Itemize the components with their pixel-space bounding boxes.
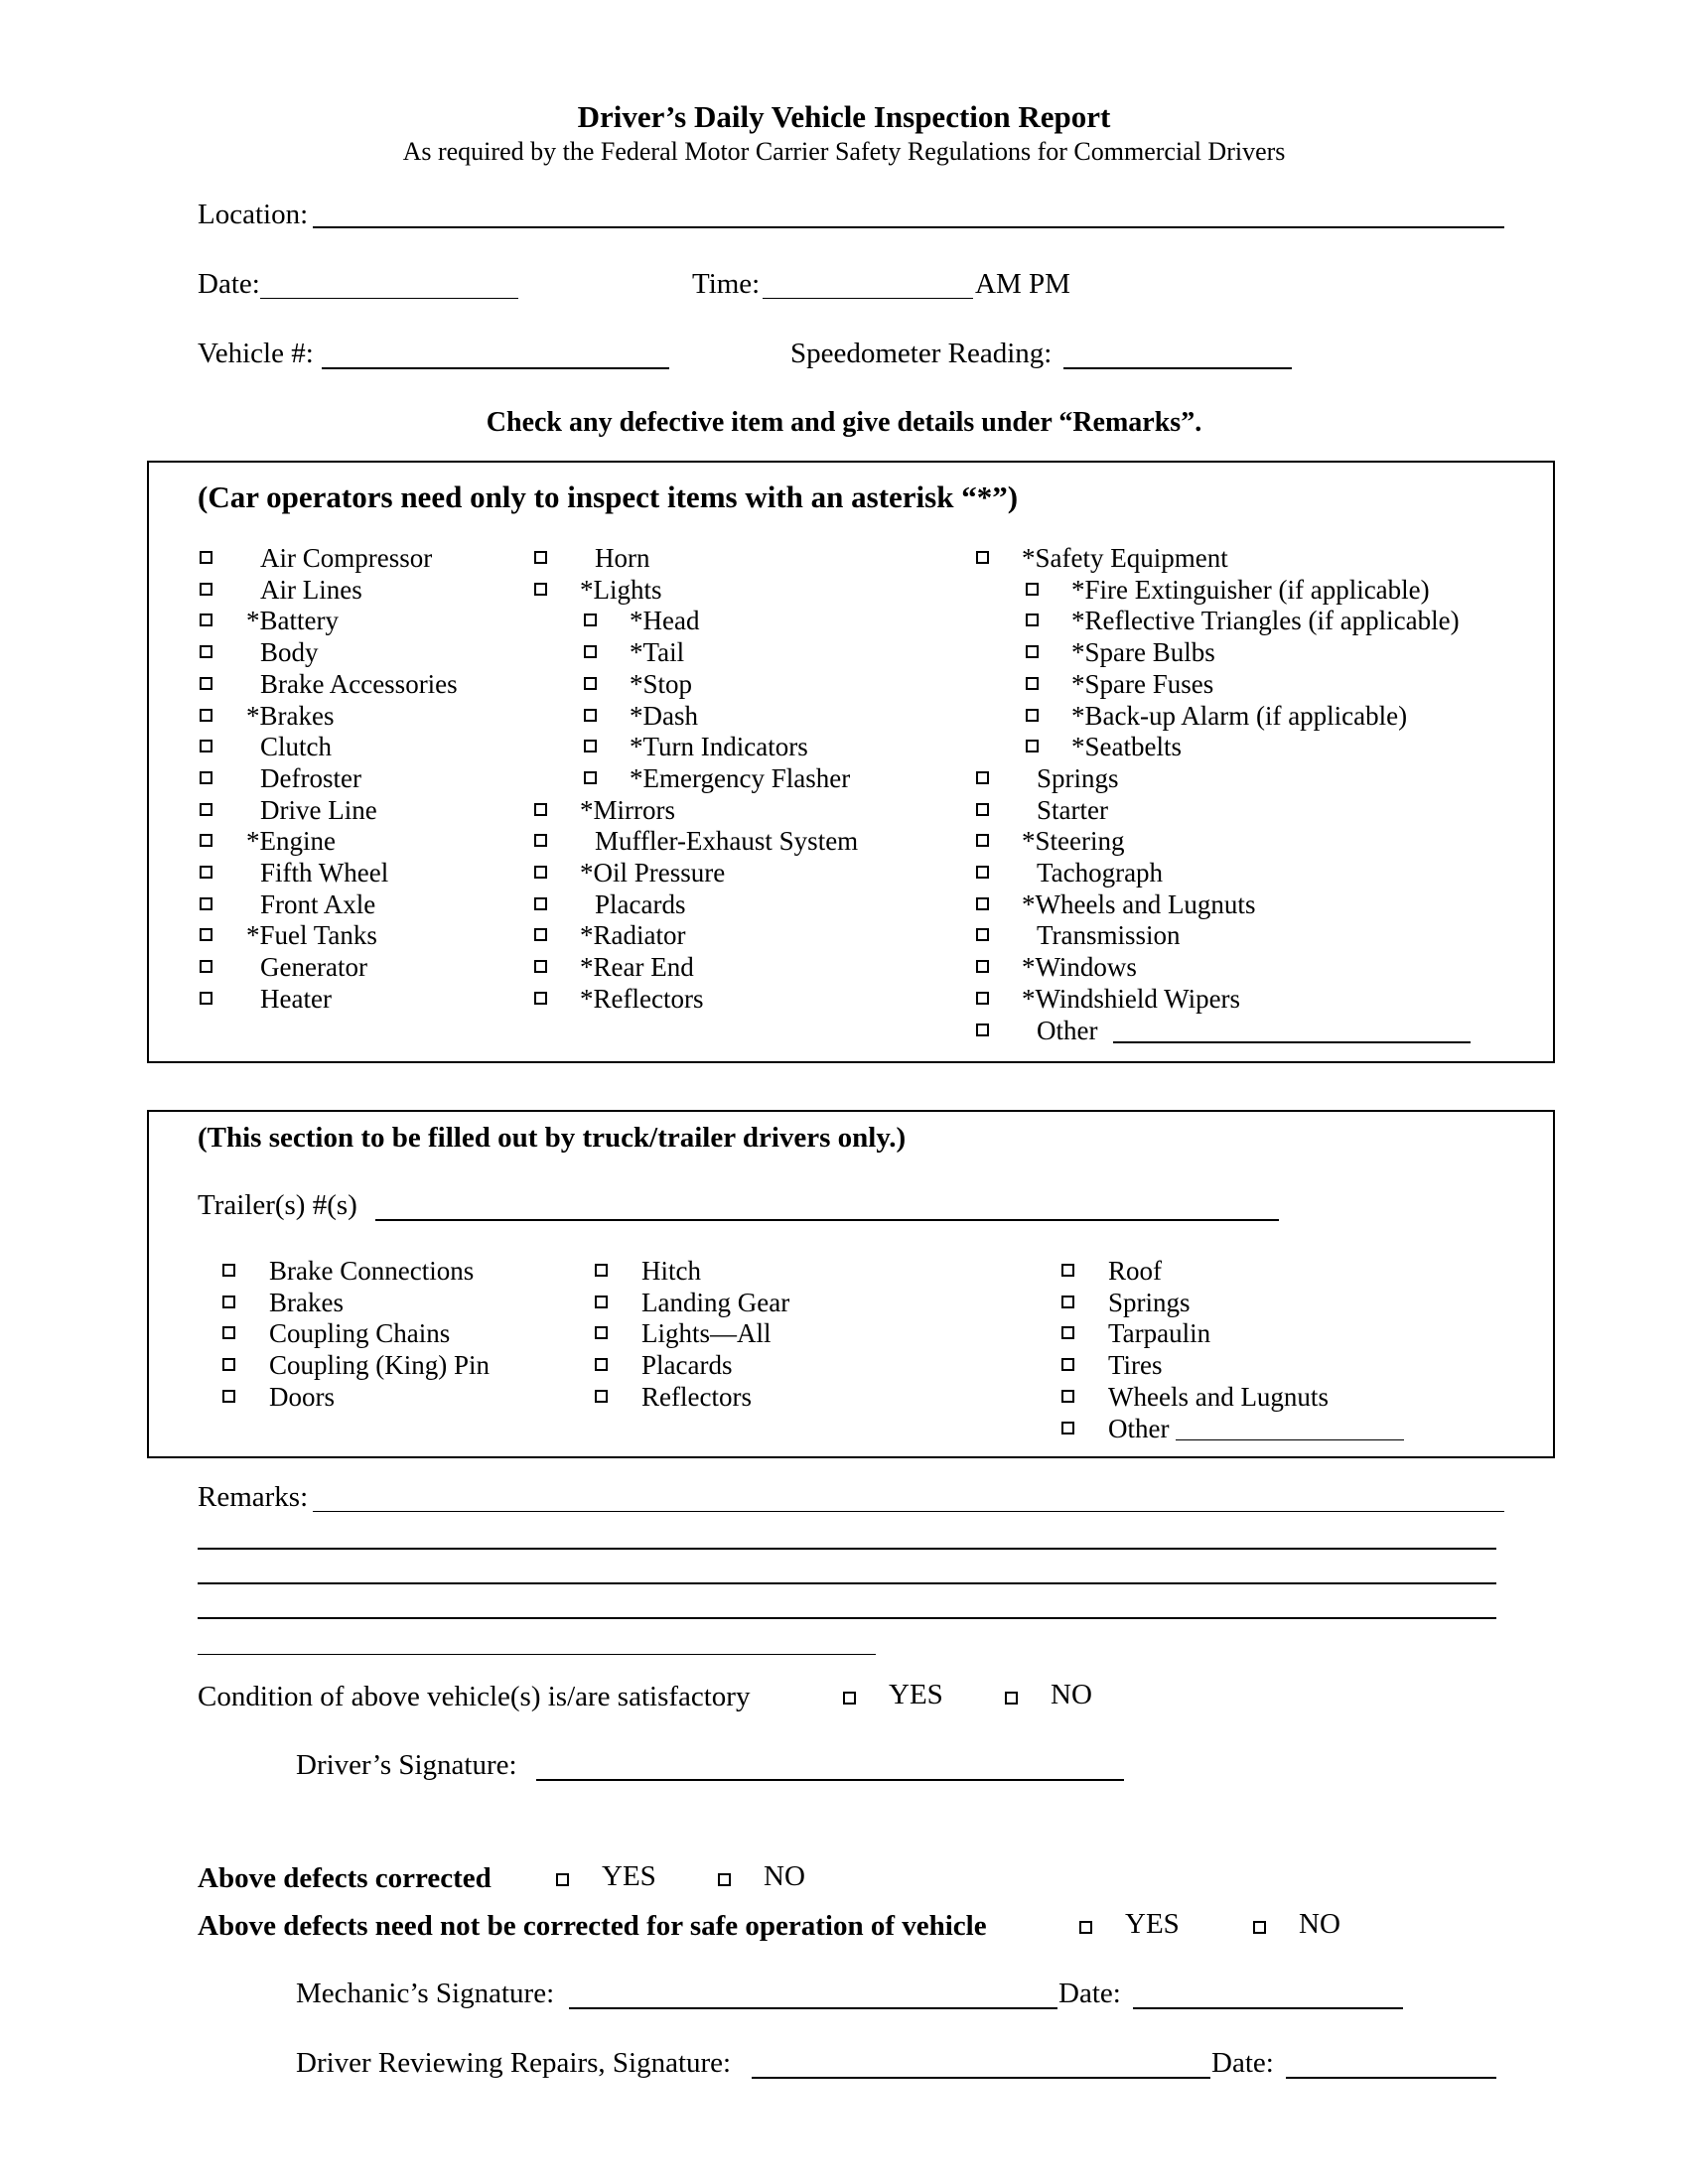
checkbox-dash[interactable] — [584, 709, 597, 722]
checkbox-brakes[interactable] — [222, 1296, 235, 1308]
checkbox-drive-line[interactable] — [200, 803, 212, 816]
defects-corrected-yes-label: YES — [602, 1860, 656, 1892]
checklist-item-label: *Radiator — [580, 920, 686, 951]
checkbox-roof[interactable] — [1061, 1264, 1074, 1277]
checkbox-air-compressor[interactable] — [200, 551, 212, 564]
checkbox-muffler-exhaust-system[interactable] — [534, 834, 547, 847]
checkbox-lights[interactable] — [534, 583, 547, 596]
condition-yes-label: YES — [889, 1679, 943, 1710]
checklist-item-label: Fifth Wheel — [260, 858, 389, 887]
checkbox-landing-gear[interactable] — [595, 1296, 608, 1308]
checklist-item-label: *Dash — [630, 700, 698, 731]
checklist-item-label: Lights—All — [641, 1318, 772, 1349]
mechanic-date-label: Date: — [1058, 1978, 1121, 2009]
checklist-item-label: *Safety Equipment — [1022, 543, 1228, 573]
checklist-item-label: Hitch — [641, 1256, 701, 1286]
checklist-item-label: Wheels and Lugnuts — [1108, 1381, 1329, 1412]
condition-no-label: NO — [1051, 1679, 1092, 1710]
checkbox-generator[interactable] — [200, 960, 212, 973]
checklist-item-label: Generator — [260, 952, 367, 983]
reviewer-signature-label: Driver Reviewing Repairs, Signature: — [296, 2047, 732, 2079]
checklist-item-label: *Windows — [1022, 952, 1137, 983]
remarks-line-5[interactable] — [198, 1654, 876, 1655]
defects-not-needed-yes-checkbox[interactable] — [1079, 1921, 1092, 1934]
checklist-item-label: *Brakes — [246, 700, 335, 731]
checklist-item-label: *Wheels and Lugnuts — [1022, 888, 1256, 919]
reviewer-signature-field[interactable] — [752, 2077, 1210, 2079]
checkbox-brake-connections[interactable] — [222, 1264, 235, 1277]
checkbox-back-up-alarm-if-applicable[interactable] — [1026, 709, 1039, 722]
checklist-item-label: *Back-up Alarm (if applicable) — [1071, 700, 1408, 731]
page-subtitle: As required by the Federal Motor Carrier Safety Regulations for Commercial Drivers — [402, 137, 1286, 166]
checkbox-tachograph[interactable] — [976, 866, 989, 879]
checkbox-transmission[interactable] — [976, 928, 989, 941]
date-label: Date: — [198, 268, 260, 300]
checklist-item-label: *Battery — [246, 606, 339, 636]
speedometer-label: Speedometer Reading: — [790, 338, 1053, 369]
checkbox-fifth-wheel[interactable] — [200, 866, 212, 879]
checklist-item-label: Transmission — [1037, 920, 1181, 951]
checkbox-reflectors[interactable] — [595, 1390, 608, 1403]
checklist-item-label: *Mirrors — [580, 794, 675, 825]
checklist-item-label: *Stop — [630, 668, 693, 699]
defects-not-needed-no-label: NO — [1299, 1908, 1340, 1940]
other-field[interactable] — [1176, 1439, 1404, 1440]
checkbox-spare-fuses[interactable] — [1026, 677, 1039, 690]
checkbox-turn-indicators[interactable] — [584, 740, 597, 752]
checklist-item-label: Springs — [1108, 1287, 1191, 1317]
checklist-item-label: Brake Accessories — [260, 668, 458, 699]
checkbox-heater[interactable] — [200, 992, 212, 1005]
checkbox-wheels-and-lugnuts[interactable] — [1061, 1390, 1074, 1403]
checklist-item-label: Other — [1108, 1413, 1170, 1443]
location-field[interactable] — [313, 226, 1504, 228]
checklist-item-label: *Fuel Tanks — [246, 920, 377, 951]
checkbox-windshield-wipers[interactable] — [976, 992, 989, 1005]
checkbox-horn[interactable] — [534, 551, 547, 564]
checklist-item-label: Starter — [1037, 794, 1108, 825]
checklist-item-label: *Steering — [1022, 826, 1125, 857]
checklist-item-label: Placards — [641, 1350, 733, 1381]
date-field[interactable] — [260, 298, 518, 299]
checkbox-radiator[interactable] — [534, 928, 547, 941]
speedometer-field[interactable] — [1063, 367, 1292, 369]
checkbox-placards[interactable] — [534, 897, 547, 910]
checkbox-springs[interactable] — [1061, 1296, 1074, 1308]
checkbox-defroster[interactable] — [200, 771, 212, 784]
checkbox-battery[interactable] — [200, 614, 212, 626]
defects-not-needed-label: Above defects need not be corrected for safe operation of vehicle — [198, 1910, 987, 1942]
checkbox-fuel-tanks[interactable] — [200, 928, 212, 941]
defects-corrected-yes-checkbox[interactable] — [556, 1873, 569, 1886]
instruction-text: Check any defective item and give details under “Remarks”. — [486, 407, 1202, 438]
time-field[interactable] — [763, 298, 973, 299]
checkbox-brake-accessories[interactable] — [200, 677, 212, 690]
checkbox-air-lines[interactable] — [200, 583, 212, 596]
checklist-item-label: Tarpaulin — [1108, 1318, 1211, 1349]
checklist-item-label: *Reflectors — [580, 983, 704, 1014]
checkbox-coupling-chains[interactable] — [222, 1326, 235, 1339]
checklist-item-label: Brakes — [269, 1287, 344, 1317]
driver-signature-label: Driver’s Signature: — [296, 1749, 517, 1781]
checklist-item-label: Air Compressor — [260, 543, 433, 573]
checkbox-tail[interactable] — [584, 645, 597, 658]
checkbox-reflective-triangles-if-applicable[interactable] — [1026, 614, 1039, 626]
remarks-line-4[interactable] — [198, 1617, 1496, 1619]
condition-label: Condition of above vehicle(s) is/are satisfactory — [198, 1681, 751, 1712]
remarks-line-2[interactable] — [198, 1548, 1496, 1550]
checkbox-front-axle[interactable] — [200, 897, 212, 910]
checklist-item-label: *Turn Indicators — [630, 732, 808, 762]
mechanic-signature-field[interactable] — [569, 2007, 1057, 2009]
location-label: Location: — [198, 199, 309, 230]
checkbox-spare-bulbs[interactable] — [1026, 645, 1039, 658]
checklist-item-label: *Fire Extinguisher (if applicable) — [1071, 574, 1430, 605]
checklist-item-label: *Windshield Wipers — [1022, 983, 1241, 1014]
checklist-item-label: Doors — [269, 1381, 335, 1412]
checklist-item-label: *Oil Pressure — [580, 858, 726, 887]
checklist-item-label: Reflectors — [641, 1381, 752, 1412]
checklist-item-label: Clutch — [260, 732, 332, 762]
section2-heading: (This section to be filled out by truck/trailer drivers only.) — [198, 1122, 907, 1154]
checklist-item-label: Defroster — [260, 762, 361, 793]
checkbox-doors[interactable] — [222, 1390, 235, 1403]
checklist-item-label: Front Axle — [260, 888, 376, 919]
checkbox-engine[interactable] — [200, 834, 212, 847]
checkbox-oil-pressure[interactable] — [534, 866, 547, 879]
checklist-item-label: *Rear End — [580, 952, 694, 983]
checklist-item-label: Body — [260, 637, 319, 668]
defects-corrected-no-checkbox[interactable] — [718, 1873, 731, 1886]
checkbox-lights-all[interactable] — [595, 1326, 608, 1339]
checkbox-other[interactable] — [976, 1024, 989, 1036]
checklist-item-label: *Head — [630, 606, 700, 636]
reviewer-date-label: Date: — [1211, 2047, 1274, 2079]
condition-yes-checkbox[interactable] — [843, 1692, 856, 1705]
checkbox-springs[interactable] — [976, 771, 989, 784]
checkbox-emergency-flasher[interactable] — [584, 771, 597, 784]
vehicle-label: Vehicle #: — [198, 338, 314, 369]
checklist-item-label: *Lights — [580, 574, 662, 605]
checkbox-wheels-and-lugnuts[interactable] — [976, 897, 989, 910]
checklist-item-label: *Spare Bulbs — [1071, 637, 1215, 668]
checklist-item-label: Coupling Chains — [269, 1318, 451, 1349]
checklist-item-label: Springs — [1037, 762, 1119, 793]
checklist-item-label: Landing Gear — [641, 1287, 790, 1317]
checklist-item-label: Muffler-Exhaust System — [595, 826, 859, 857]
checkbox-windows[interactable] — [976, 960, 989, 973]
checklist-item-label: Coupling (King) Pin — [269, 1350, 491, 1381]
checklist-item-label: Roof — [1108, 1256, 1162, 1286]
am-pm-label[interactable]: AM PM — [975, 268, 1070, 300]
checklist-item-label: *Engine — [246, 826, 336, 857]
checklist-item-label: Air Lines — [260, 574, 362, 605]
checkbox-rear-end[interactable] — [534, 960, 547, 973]
page-title: Driver’s Daily Vehicle Inspection Report — [577, 99, 1111, 134]
remarks-line-3[interactable] — [198, 1582, 1496, 1584]
checklist-item-label: *Spare Fuses — [1071, 668, 1214, 699]
reviewer-date-field[interactable] — [1286, 2077, 1496, 2079]
checklist-item-label: Brake Connections — [269, 1256, 475, 1286]
checkbox-tires[interactable] — [1061, 1358, 1074, 1371]
checklist-item-label: Tachograph — [1037, 858, 1164, 887]
defects-corrected-label: Above defects corrected — [198, 1862, 492, 1894]
checklist-item-label: *Emergency Flasher — [630, 762, 851, 793]
checkbox-starter[interactable] — [976, 803, 989, 816]
checkbox-placards[interactable] — [595, 1358, 608, 1371]
checkbox-other[interactable] — [1061, 1422, 1074, 1434]
checklist-item-label: Tires — [1108, 1350, 1163, 1381]
checkbox-reflectors[interactable] — [534, 992, 547, 1005]
mechanic-signature-label: Mechanic’s Signature: — [296, 1978, 555, 2009]
checklist-item-label: *Reflective Triangles (if applicable) — [1071, 606, 1460, 636]
other-field[interactable] — [1113, 1041, 1471, 1043]
checklist-item-label: Drive Line — [260, 794, 377, 825]
checkbox-head[interactable] — [584, 614, 597, 626]
driver-signature-field[interactable] — [536, 1779, 1124, 1781]
checkbox-coupling-king-pin[interactable] — [222, 1358, 235, 1371]
trailer-label: Trailer(s) #(s) — [198, 1189, 357, 1221]
vehicle-field[interactable] — [322, 367, 669, 369]
checkbox-mirrors[interactable] — [534, 803, 547, 816]
defects-not-needed-no-checkbox[interactable] — [1253, 1921, 1266, 1934]
mechanic-date-field[interactable] — [1133, 2007, 1403, 2009]
trailer-field[interactable] — [375, 1219, 1279, 1221]
checklist-item-label: Other — [1037, 1015, 1098, 1045]
checkbox-safety-equipment[interactable] — [976, 551, 989, 564]
section1-heading: (Car operators need only to inspect items with an asterisk “*”) — [198, 479, 1019, 514]
checkbox-hitch[interactable] — [595, 1264, 608, 1277]
checkbox-clutch[interactable] — [200, 740, 212, 752]
checkbox-steering[interactable] — [976, 834, 989, 847]
checklist-item-label: Heater — [260, 983, 332, 1014]
checkbox-seatbelts[interactable] — [1026, 740, 1039, 752]
checklist-item-label: *Tail — [630, 637, 685, 668]
checklist-item-label: Placards — [595, 888, 686, 919]
condition-no-checkbox[interactable] — [1005, 1692, 1018, 1705]
checkbox-tarpaulin[interactable] — [1061, 1326, 1074, 1339]
remarks-label: Remarks: — [198, 1481, 309, 1513]
defects-corrected-no-label: NO — [764, 1860, 805, 1892]
remarks-line-1[interactable] — [313, 1511, 1504, 1512]
time-label: Time: — [692, 268, 761, 300]
checkbox-body[interactable] — [200, 645, 212, 658]
checkbox-brakes[interactable] — [200, 709, 212, 722]
checkbox-stop[interactable] — [584, 677, 597, 690]
checklist-item-label: Horn — [595, 543, 650, 573]
defects-not-needed-yes-label: YES — [1125, 1908, 1180, 1940]
checklist-item-label: *Seatbelts — [1071, 732, 1182, 762]
checkbox-fire-extinguisher-if-applicable[interactable] — [1026, 583, 1039, 596]
